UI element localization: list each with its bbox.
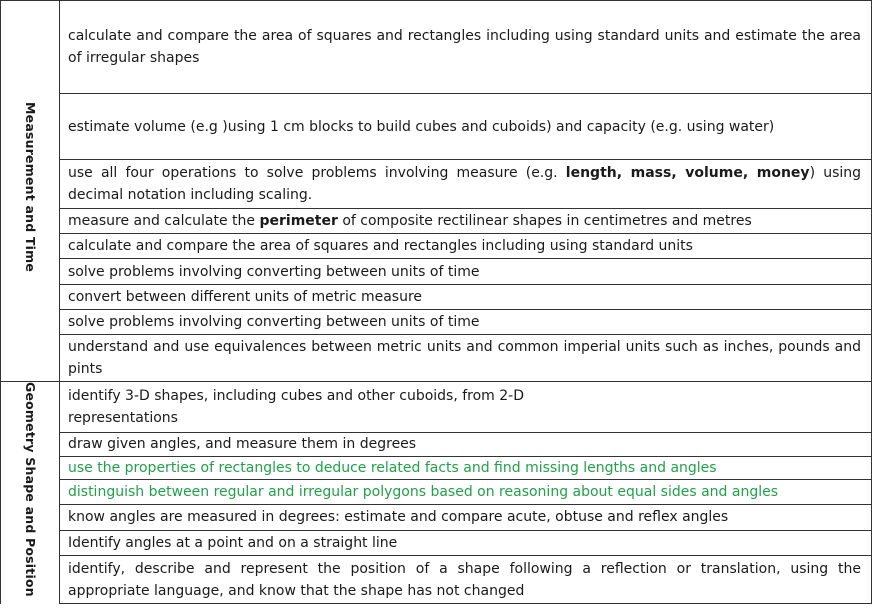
table-row	[1, 432, 872, 456]
objective-cell: convert between different units of metric measure	[60, 285, 872, 310]
table-row	[1, 285, 872, 310]
category-cell	[1, 1, 60, 382]
objective-cell: identify, describe and represent the position of a shape following a reflection or translation, using the appropriate language, and know that the shape has not changed	[60, 555, 872, 604]
objective-cell: Identify angles at a point and on a straight line	[60, 530, 872, 555]
table-row	[1, 555, 872, 604]
category-cell	[1, 382, 60, 604]
objective-cell: understand and use equivalences between metric units and common imperial units such as inches, pounds and pints	[60, 335, 872, 382]
objective-cell: solve problems involving converting between units of time	[60, 259, 872, 285]
objective-cell: draw given angles, and measure them in degrees	[60, 432, 872, 456]
objective-text: use all four operations to solve problems involving measure (e.g.	[68, 165, 566, 181]
objective-bold-text: length, mass, volume, money	[565, 165, 810, 181]
table-row	[1, 530, 872, 555]
table-row	[1, 456, 872, 479]
objective-cell: solve problems involving converting between units of time	[60, 310, 872, 335]
table-row	[1, 382, 872, 433]
table-row	[1, 94, 872, 160]
objective-line: identify 3-D shapes, including cubes and other cuboids, from 2-D	[68, 387, 525, 404]
category-label: Measurement and Time	[23, 102, 38, 273]
objective-cell	[60, 209, 872, 234]
objective-text: ) using decimal notation including scaling.	[68, 165, 862, 203]
objective-cell: distinguish between regular and irregular polygons based on reasoning about equal sides and angles	[60, 480, 872, 505]
table-row	[1, 1, 872, 94]
table-row	[1, 480, 872, 505]
objective-bold-text: perimeter	[259, 213, 338, 229]
objective-text: measure and calculate the	[68, 213, 260, 229]
objective-cell	[60, 382, 872, 433]
table-row	[1, 505, 872, 530]
objective-text: of composite rectilinear shapes in centimetres and metres	[337, 213, 752, 229]
table-row	[1, 310, 872, 335]
objective-cell: calculate and compare the area of squares and rectangles including using standard units and estimate the area of irregular shapes	[60, 1, 872, 94]
objective-line: representations	[68, 409, 178, 426]
table-row	[1, 209, 872, 234]
table-row	[1, 335, 872, 382]
objective-cell: know angles are measured in degrees: estimate and compare acute, obtuse and reflex angles	[60, 505, 872, 530]
table-row	[1, 234, 872, 259]
objective-cell: estimate volume (e.g )using 1 cm blocks to build cubes and cuboids) and capacity (e.g. using water)	[60, 94, 872, 160]
category-label: Geometry Shape and Position	[23, 382, 38, 597]
objective-cell: use the properties of rectangles to deduce related facts and find missing lengths and angles	[60, 456, 872, 479]
objective-cell: calculate and compare the area of squares and rectangles including using standard units	[60, 234, 872, 259]
table-row	[1, 259, 872, 285]
table-row	[1, 160, 872, 209]
objective-cell	[60, 160, 872, 209]
